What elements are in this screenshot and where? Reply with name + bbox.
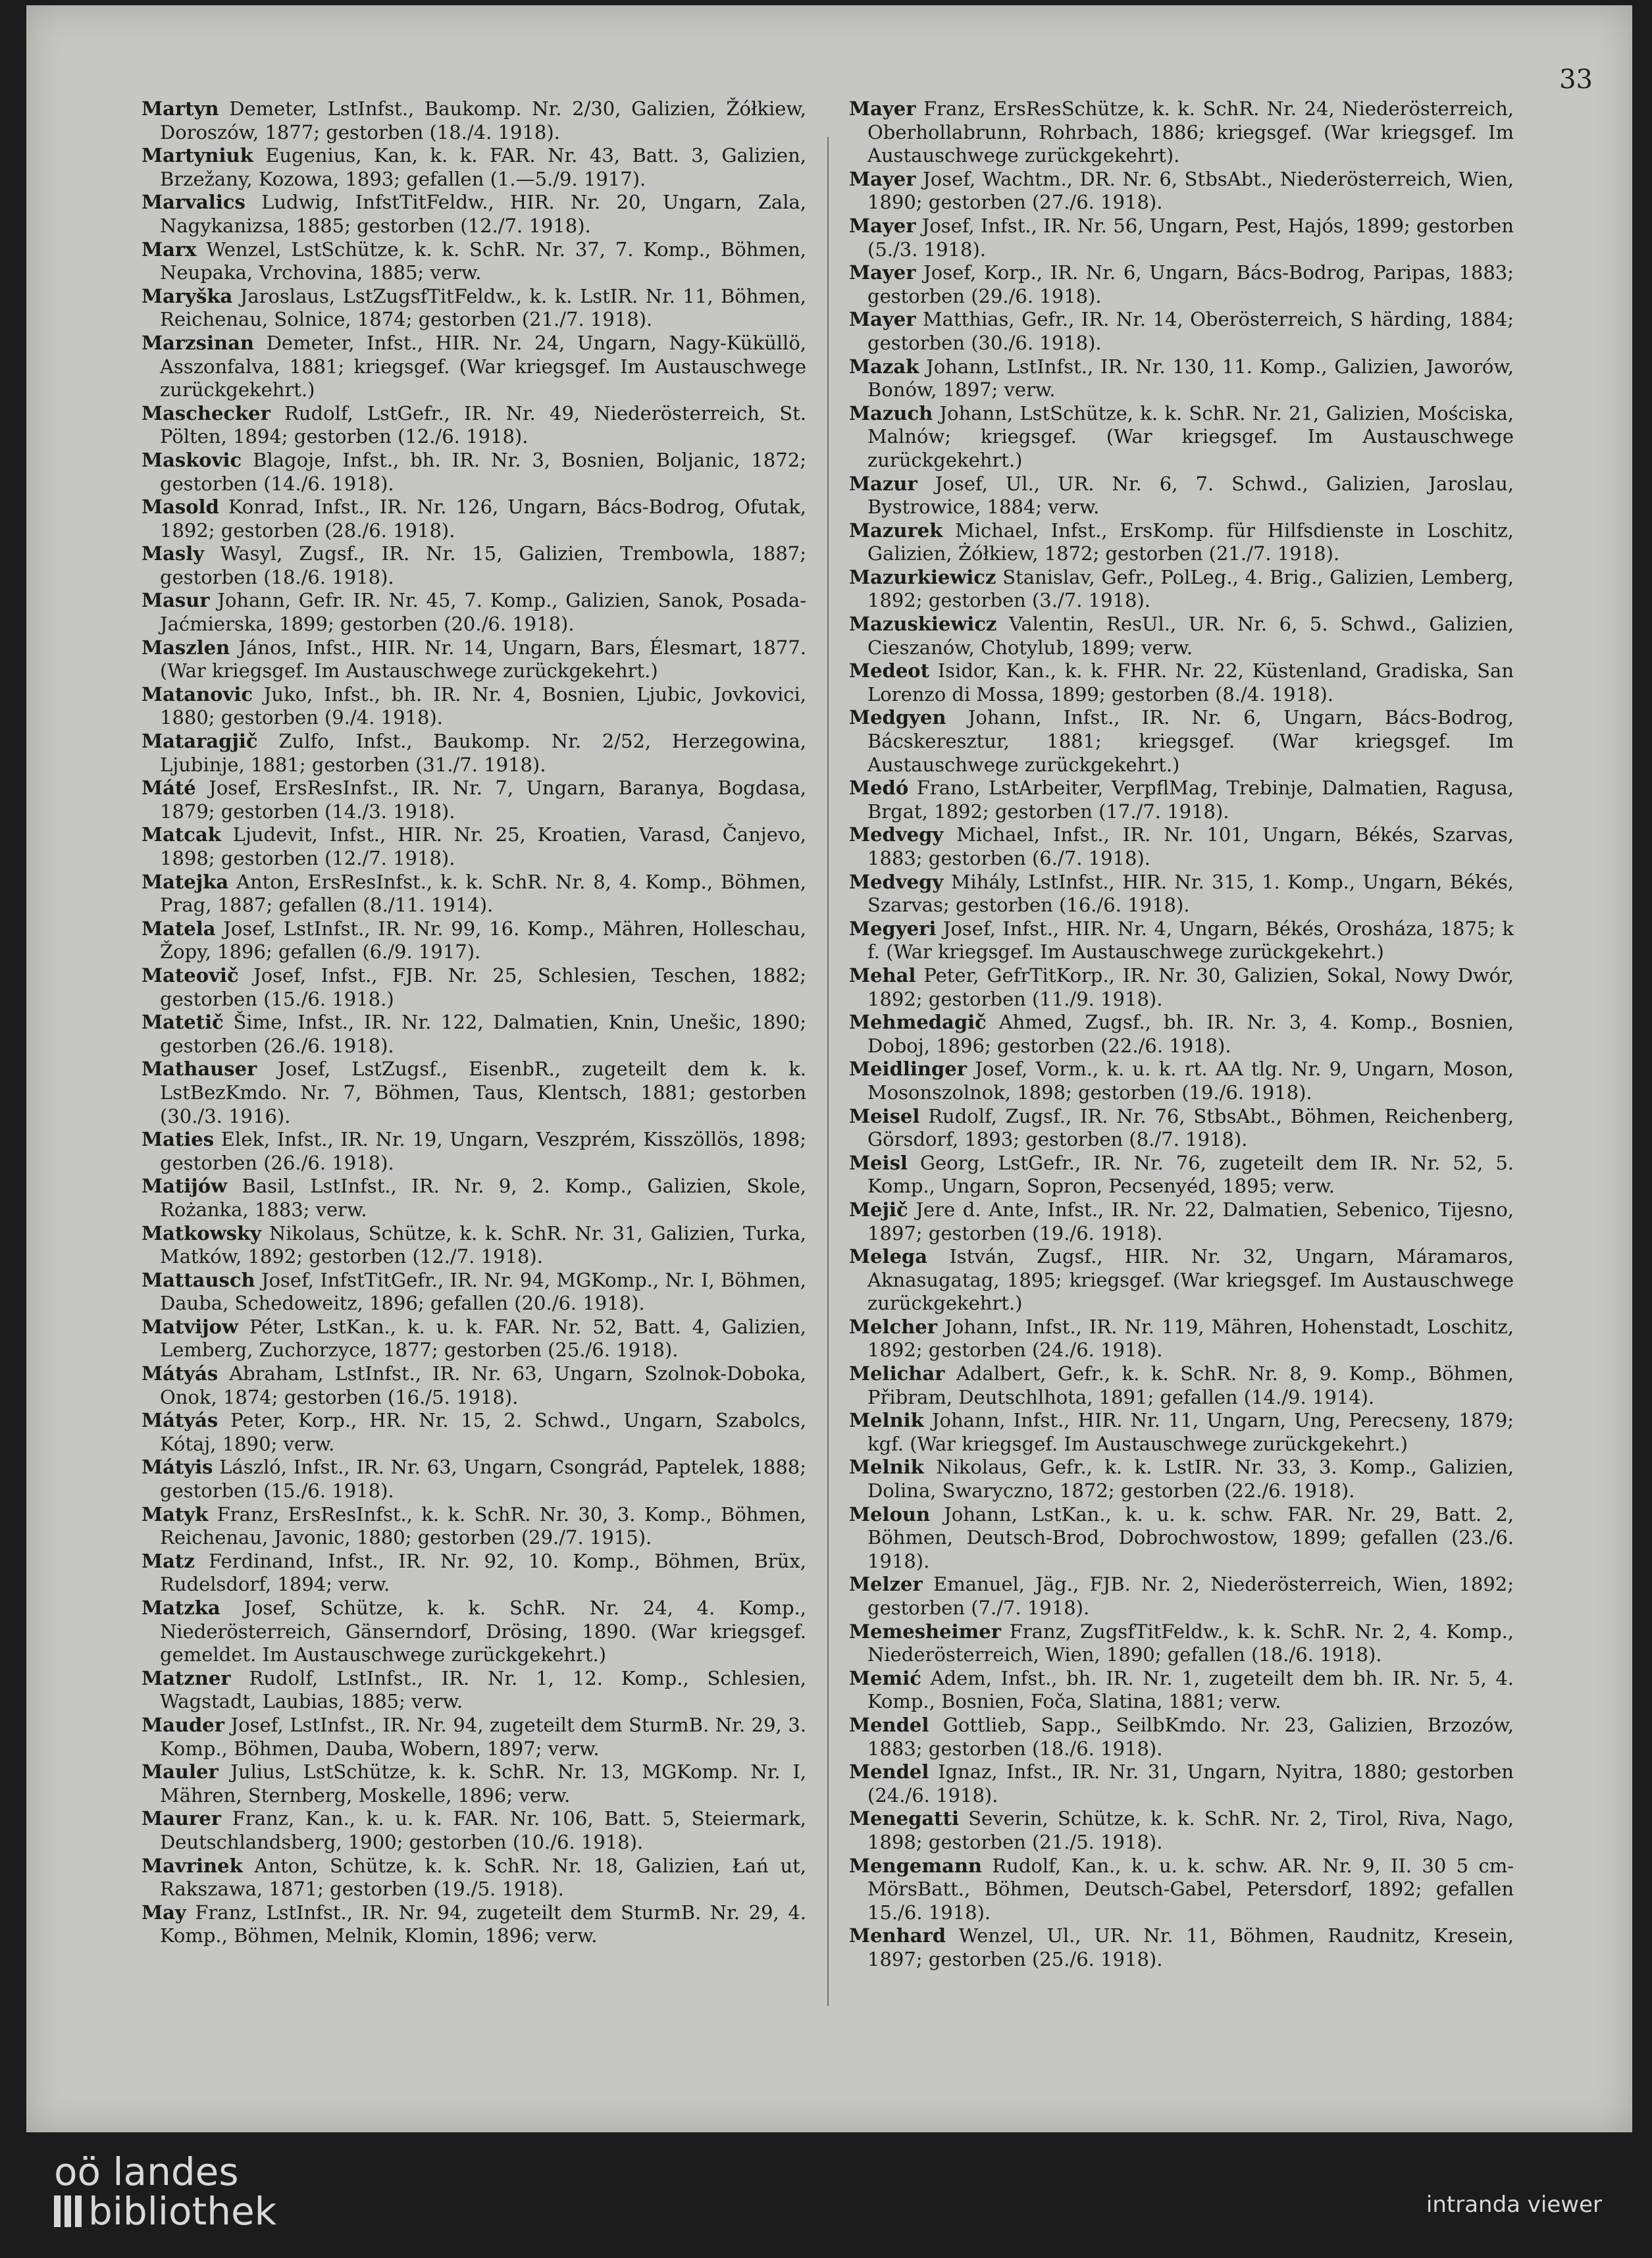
entry-surname: Melzer [849,1573,923,1596]
entry-details: Isidor, Kan., k. k. FHR. Nr. 22, Küstenland, Gradiska, San Lorenzo di Mossa, 1899; gestorben (8./4. 1918). [867,659,1514,706]
entry-surname: Matcak [142,823,221,846]
entry-surname: Meisel [849,1104,920,1127]
entry-surname: Memić [849,1666,921,1689]
entry-surname: Máté [142,777,196,800]
entry-details: Franz, ErsResInfst., k. k. SchR. Nr. 30, 3. Komp., Böhmen, Reichenau, Javonic, 1880; gestorben (29./7. 1915). [160,1502,807,1549]
list-item [849,1855,1514,1925]
entry-details: Wenzel, LstSchütze, k. k. SchR. Nr. 37, 7. Komp., Böhmen, Neupaka, Vrchovina, 1885; verw. [160,238,806,284]
entry-details: Josef, Korp., IR. Nr. 6, Ungarn, Bács-Bodrog, Paripas, 1883; gestorben (29./6. 1918). [867,261,1514,307]
list-item [849,519,1514,566]
list-item [142,683,806,730]
list-item [142,1456,806,1502]
entry-details: Johann, Infst., IR. Nr. 6, Ungarn, Bács-Bodrog, Bácskeresztur, 1881; kriegsgef. (War kriegsgef. Im Austauschwege zurückgekehrt.) [867,706,1514,776]
viewer-footer [0,2132,1652,2258]
entry-details: Blagoje, Infst., bh. IR. Nr. 3, Bosnien, Boljanic, 1872; gestorben (14./6. 1918). [160,448,806,495]
list-item [849,261,1514,308]
list-item [142,1597,806,1667]
entry-details: Abraham, LstInfst., IR. Nr. 63, Ungarn, Szolnok-Doboka, Onok, 1874; gestorben (16./5. 1918). [160,1362,806,1408]
list-item [142,1667,806,1714]
entry-surname: Mayer [849,214,916,237]
entry-details: Jaroslaus, LstZugsfTitFeldw., k. k. LstIR. Nr. 11, Böhmen, Reichenau, Solnice, 1874; gestorben (21./7. 1918). [160,284,806,331]
entry-details: Elek, Infst., IR. Nr. 19, Ungarn, Veszprém, Kisszöllös, 1898; gestorben (26./6. 1918). [160,1128,806,1174]
entry-surname: Maszlen [142,636,230,659]
list-item [849,566,1514,613]
entry-surname: May [142,1901,186,1924]
entry-details: Matthias, Gefr., IR. Nr. 14, Oberösterreich, S härding, 1884; gestorben (30./6. 1918). [867,308,1514,354]
entry-details: Péter, LstKan., k. u. k. FAR. Nr. 52, Batt. 4, Galizien, Lemberg, Zuchorzyce, 1877; gestorben (25./6. 1918). [160,1315,807,1362]
entry-details: Eugenius, Kan, k. k. FAR. Nr. 43, Batt. 3, Galizien, Brzežany, Kozowa, 1893; gefallen (1.—5./9. 1917). [160,144,806,190]
list-item [849,706,1514,777]
entry-details: Basil, LstInfst., IR. Nr. 9, 2. Komp., Galizien, Skole, Rożanka, 1883; verw. [160,1175,807,1221]
list-item [142,449,806,496]
list-item [849,1573,1514,1620]
entry-surname: Medgyen [849,706,946,729]
list-item [142,964,806,1011]
entry-surname: Mazurkiewicz [849,565,996,588]
entry-details: Severin, Schütze, k. k. SchR. Nr. 2, Tirol, Riva, Nago, 1898; gestorben (21./5. 1918). [867,1807,1514,1853]
entry-surname: Matz [142,1549,195,1572]
entry-details: Josef, Infst., HIR. Nr. 4, Ungarn, Békés, Orosháza, 1875; k f. (War kriegsgef. Im Austauschwege zurückgekehrt.) [867,917,1514,963]
entry-surname: Matvijow [142,1315,238,1338]
entry-details: Josef, Infst., FJB. Nr. 25, Schlesien, Teschen, 1882; gestorben (15./6. 1918.) [160,963,807,1010]
entry-details: Wasyl, Zugsf., IR. Nr. 15, Galizien, Trembowla, 1887; gestorben (18./6. 1918). [160,542,807,588]
entry-surname: Matetič [142,1011,224,1034]
list-item [849,917,1514,964]
entry-surname: Mátyis [142,1456,213,1479]
list-item [849,1198,1514,1245]
entry-details: Josef, LstInfst., IR. Nr. 99, 16. Komp., Mähren, Holleschau, Žopy, 1896; gefallen (6./9. 1917). [160,917,806,963]
entry-details: Johann, Gefr. IR. Nr. 45, 7. Komp., Galizien, Sanok, Posada-Jaćmierska, 1899; gestorben (20./6. 1918). [160,589,807,636]
list-item [849,1011,1514,1058]
entry-details: Stanislav, Gefr., PolLeg., 4. Brig., Galizien, Lemberg, 1892; gestorben (3./7. 1918). [867,565,1514,612]
entry-surname: Mavrinek [142,1854,243,1877]
page-number: 33 [1559,64,1593,95]
entry-surname: Martyniuk [142,144,253,167]
list-item [142,191,806,238]
entry-details: Wenzel, Ul., UR. Nr. 11, Böhmen, Raudnitz, Kresein, 1897; gestorben (25./6. 1918). [867,1924,1514,1970]
entry-details: Jere d. Ante, Infst., IR. Nr. 22, Dalmatien, Sebenico, Tijesno, 1897; gestorben (19./6. 1918). [867,1198,1514,1244]
entry-details: Peter, GefrTitKorp., IR. Nr. 30, Galizien, Sokal, Nowy Dwór, 1892; gestorben (11./9. 1918). [867,963,1514,1010]
entry-details: Josef, Schütze, k. k. SchR. Nr. 24, 4. Komp., Niederösterreich, Gänserndorf, Drösing, 1890. (War kriegsgef. gemeldet. Im Austauschwege zurückgekehrt.) [160,1597,806,1666]
entry-details: Josef, InfstTitGefr., IR. Nr. 94, MGKomp., Nr. I, Böhmen, Dauba, Schedoweitz, 1896; gefallen (20./6. 1918). [160,1268,806,1315]
entry-surname: Marvalics [142,191,245,214]
entry-surname: Megyeri [849,917,937,940]
list-item [849,97,1514,168]
list-item [142,589,806,636]
list-item [142,1362,806,1409]
list-item [142,1503,806,1550]
list-item [849,1714,1514,1760]
entry-details: Ludwig, InfstTitFeldw., HIR. Nr. 20, Ungarn, Zala, Nagykanizsa, 1885; gestorben (12./7. 1918). [160,191,807,237]
list-item [849,1760,1514,1807]
list-item [849,1152,1514,1198]
entry-surname: Matzka [142,1597,220,1619]
entry-surname: Matkowsky [142,1221,261,1244]
list-item [142,496,806,542]
list-item [142,636,806,683]
entry-surname: Maschecker [142,401,271,424]
list-item [142,1058,806,1128]
list-item [849,1058,1514,1104]
entry-details: Gottlieb, Sapp., SeilbKmdo. Nr. 23, Galizien, Brzozów, 1883; gestorben (18./6. 1918). [867,1713,1514,1760]
entry-surname: Mataragjič [142,730,258,753]
entry-details: Nikolaus, Gefr., k. k. LstIR. Nr. 33, 3. Komp., Galizien, Dolina, Swaryczno, 1872; gestorben (22./6. 1918). [867,1456,1514,1502]
entry-surname: Memesheimer [849,1620,1001,1643]
list-item [849,1316,1514,1362]
entry-details: Josef, LstZugsf., EisenbR., zugeteilt dem k. k. LstBezKmdo. Nr. 7, Böhmen, Taus, Klentsch, 1881; gestorben (30./3. 1916). [160,1058,807,1127]
entry-surname: Maryška [142,284,233,307]
entry-surname: Maurer [142,1807,221,1830]
list-item [849,823,1514,870]
list-item [142,97,806,144]
entry-details: Demeter, Infst., HIR. Nr. 24, Ungarn, Nagy-Küküllö, Asszonfalva, 1881; kriegsgef. (War kriegsgef. Im Austauschwege zurückgekehrt.) [160,331,806,401]
entry-surname: Mayer [849,308,916,331]
entry-surname: Matejka [142,870,229,893]
entry-details: Anton, Schütze, k. k. SchR. Nr. 18, Galizien, Łań ut, Rakszawa, 1871; gestorben (19./5. 1918). [160,1854,806,1901]
entry-details: Ahmed, Zugsf., bh. IR. Nr. 3, 4. Komp., Bosnien, Doboj, 1896; gestorben (22./6. 1918). [867,1011,1514,1057]
entry-surname: Mauler [142,1760,219,1783]
entry-details: Šime, Infst., IR. Nr. 122, Dalmatien, Knin, Unešic, 1890; gestorben (26./6. 1918). [160,1011,807,1057]
list-item [142,1409,806,1456]
column-divider [827,137,829,2006]
list-item [142,1011,806,1058]
list-item [849,964,1514,1011]
list-item [142,1550,806,1597]
entry-surname: Mejič [849,1198,908,1221]
list-item [142,332,806,402]
logo-line-2: bibliothek [88,2189,277,2234]
list-item [142,917,806,964]
entry-details: Emanuel, Jäg., FJB. Nr. 2, Niederösterreich, Wien, 1892; gestorben (7./7. 1918). [867,1573,1514,1619]
entry-details: Johann, LstKan., k. u. k. schw. FAR. Nr. 29, Batt. 2, Böhmen, Deutsch-Brod, Dobrochwostow, 1899; gefallen (23./6. 1918). [867,1502,1514,1572]
list-item [142,823,806,870]
list-item [142,1714,806,1760]
scanned-page [26,5,1632,2132]
entry-surname: Mehmedagič [849,1011,987,1034]
list-item [142,542,806,589]
entry-surname: Mathauser [142,1058,257,1081]
entry-surname: Melichar [849,1362,945,1385]
entry-surname: Marzsinan [142,331,254,354]
list-item [142,1175,806,1221]
entry-details: Johann, Infst., HIR. Nr. 11, Ungarn, Ung, Perecseny, 1879; kgf. (War kriegsgef. Im Austauschwege zurückgekehrt.) [867,1409,1514,1455]
entry-details: Rudolf, LstGefr., IR. Nr. 49, Niederösterreich, St. Pölten, 1894; gestorben (12./6. 1918). [160,401,807,448]
entry-surname: Mendel [849,1713,929,1736]
entry-surname: Maties [142,1128,215,1151]
entry-surname: Matela [142,917,216,940]
entry-details: Josef, Wachtm., DR. Nr. 6, StbsAbt., Niederösterreich, Wien, 1890; gestorben (27./6. 1918). [867,167,1514,214]
list-item [849,1503,1514,1574]
list-item [849,777,1514,823]
list-item [849,1245,1514,1316]
entry-surname: Mazurek [849,519,943,542]
entry-details: Demeter, LstInfst., Baukomp. Nr. 2/30, Galizien, Žółkiew, Doroszów, 1877; gestorben (18./4. 1918). [160,97,807,143]
list-item [849,1362,1514,1409]
list-item [849,308,1514,355]
entry-details: Rudolf, Zugsf., IR. Nr. 76, StbsAbt., Böhmen, Reichenberg, Görsdorf, 1893; gestorben (8./7. 1918). [867,1104,1514,1151]
entry-details: Josef, LstInfst., IR. Nr. 94, zugeteilt dem SturmB. Nr. 29, 3. Komp., Böhmen, Dauba, Wobern, 1897; verw. [160,1713,806,1760]
entry-surname: Mazak [849,355,919,378]
entry-details: Josef, Vorm., k. u. k. rt. AA tlg. Nr. 9, Ungarn, Moson, Mosonszolnok, 1898; gestorben (19./6. 1918). [867,1058,1514,1104]
entry-surname: Matanovic [142,682,253,706]
list-item [849,871,1514,917]
entry-surname: Mazuskiewicz [849,613,997,636]
list-item [142,1128,806,1175]
entry-details: Franz, ZugsfTitFeldw., k. k. SchR. Nr. 2, 4. Komp., Niederösterreich, Wien, 1890; gefallen (18./6. 1918). [867,1620,1514,1666]
entry-surname: Matzner [142,1666,231,1689]
entry-details: Franz, Kan., k. u. k. FAR. Nr. 106, Batt. 5, Steiermark, Deutschlandsberg, 1900; gestorben (10./6. 1918). [160,1807,806,1853]
entry-details: Zulfo, Infst., Baukomp. Nr. 2/52, Herzegowina, Ljubinje, 1881; gestorben (31./7. 1918). [160,730,806,776]
list-item [849,473,1514,519]
entry-details: Adalbert, Gefr., k. k. SchR. Nr. 8, 9. Komp., Böhmen, Přibram, Deutschlhota, 1891; gefallen (14./9. 1914). [867,1362,1514,1408]
entry-surname: Mayer [849,261,916,284]
entry-surname: Melega [849,1245,928,1268]
entry-details: Josef, ErsResInfst., IR. Nr. 7, Ungarn, Baranya, Bogdasa, 1879; gestorben (14./3. 1918). [160,777,806,823]
entry-details: Peter, Korp., HR. Nr. 15, 2. Schwd., Ungarn, Szabolcs, Kótaj, 1890; verw. [160,1409,807,1455]
entry-details: Konrad, Infst., IR. Nr. 126, Ungarn, Bács-Bodrog, Ofutak, 1892; gestorben (28./6. 1918). [160,496,806,542]
entry-surname: Melnik [849,1456,924,1479]
entry-details: Anton, ErsResInfst., k. k. SchR. Nr. 8, 4. Komp., Böhmen, Prag, 1887; gefallen (8./11. 1914). [160,870,806,917]
entry-surname: Marx [142,238,197,261]
entry-details: Franz, LstInfst., IR. Nr. 94, zugeteilt dem SturmB. Nr. 29, 4. Komp., Böhmen, Melnik, Klomin, 1896; verw. [160,1901,806,1947]
entry-surname: Matyk [142,1502,209,1526]
entry-surname: Medvegy [849,870,944,893]
entry-details: Rudolf, LstInfst., IR. Nr. 1, 12. Komp., Schlesien, Wagstadt, Laubias, 1885; verw. [160,1666,806,1713]
list-item [142,1269,806,1316]
entry-surname: Mengemann [849,1854,983,1877]
left-column [142,97,806,1948]
entry-details: Julius, LstSchütze, k. k. SchR. Nr. 13, MGKomp. Nr. I, Mähren, Sternberg, Moskelle, 1896; verw. [160,1760,807,1807]
entry-surname: Masur [142,589,210,612]
list-item [849,168,1514,215]
entry-details: Josef, Ul., UR. Nr. 6, 7. Schwd., Galizien, Jaroslau, Bystrowice, 1884; verw. [867,472,1514,519]
entry-details: Ferdinand, Infst., IR. Nr. 92, 10. Komp., Böhmen, Brüx, Rudelsdorf, 1894; verw. [160,1549,807,1596]
entry-surname: Mazuch [849,401,933,424]
list-item [849,355,1514,402]
list-item [142,777,806,823]
entry-details: Rudolf, Kan., k. u. k. schw. AR. Nr. 9, II. 30 5 cm-MörsBatt., Böhmen, Deutsch-Gabel, Petersdorf, 1892; gefallen 15./6. 1918). [867,1854,1514,1924]
entry-surname: Mayer [849,97,916,120]
list-item [849,215,1514,261]
entry-surname: Mazur [849,472,917,495]
logo-line-1: oö landes [54,2149,239,2194]
list-item [849,1409,1514,1456]
entry-details: Johann, LstInfst., IR. Nr. 130, 11. Komp., Galizien, Jaworów, Bonów, 1897; verw. [867,355,1514,401]
entry-surname: Mendel [849,1760,929,1783]
entry-surname: Medó [849,777,909,800]
entry-details: Johann, Infst., IR. Nr. 119, Mähren, Hohenstadt, Loschitz, 1892; gestorben (24./6. 1918). [867,1315,1514,1362]
entry-details: Valentin, ResUl., UR. Nr. 6, 5. Schwd., Galizien, Cieszanów, Chotylub, 1899; verw. [867,613,1514,659]
list-item [849,1667,1514,1714]
entry-details: Nikolaus, Schütze, k. k. SchR. Nr. 31, Galizien, Turka, Matków, 1892; gestorben (12./7. 1918). [160,1221,807,1268]
list-item [142,730,806,777]
entry-details: Michael, Infst., ErsKomp. für Hilfsdienste in Loschitz, Galizien, Żółkiew, 1872; gestorben (21./7. 1918). [867,519,1514,565]
entry-surname: Medvegy [849,823,944,846]
viewer-label: intranda viewer [1426,2192,1602,2218]
entry-surname: Menegatti [849,1807,959,1830]
entry-details: Juko, Infst., bh. IR. Nr. 4, Bosnien, Ljubic, Jovkovici, 1880; gestorben (9./4. 1918). [160,682,806,729]
list-item [142,1222,806,1269]
entry-surname: Melnik [849,1409,924,1432]
entry-surname: Mauder [142,1713,224,1736]
entry-surname: Menhard [849,1924,946,1947]
list-item [142,1316,806,1362]
entry-details: Georg, LstGefr., IR. Nr. 76, zugeteilt dem IR. Nr. 52, 5. Komp., Ungarn, Sopron, Pecsenyéd, 1895; verw. [867,1151,1514,1198]
entry-details: János, Infst., HIR. Nr. 14, Ungarn, Bars, Élesmart, 1877. (War kriegsgef. Im Austauschwege zurückgekehrt.) [160,636,806,682]
entry-surname: Mehal [849,963,916,987]
entry-surname: Mátyás [142,1362,219,1385]
entry-details: Adem, Infst., bh. IR. Nr. 1, zugeteilt dem bh. IR. Nr. 5, 4. Komp., Bosnien, Foča, Slatina, 1881; verw. [867,1666,1514,1713]
entry-details: Mihály, LstInfst., HIR. Nr. 315, 1. Komp., Ungarn, Békés, Szarvas; gestorben (16./6. 1918). [867,870,1514,917]
list-item [849,1807,1514,1854]
entry-surname: Medeot [849,659,930,682]
entry-details: István, Zugsf., HIR. Nr. 32, Ungarn, Máramaros, Aknasugatag, 1895; kriegsgef. (War kriegsgef. Im Austauschwege zurückgekehrt.) [867,1245,1514,1315]
entry-surname: Masold [142,496,219,519]
entry-surname: Mattausch [142,1268,255,1291]
entry-details: Josef, Infst., IR. Nr. 56, Ungarn, Pest, Hajós, 1899; gestorben (5./3. 1918). [867,214,1514,261]
list-item [142,285,806,332]
list-item [849,1456,1514,1502]
entry-surname: Meidlinger [849,1058,967,1081]
entry-surname: Melcher [849,1315,938,1338]
entry-surname: Masly [142,542,205,565]
entry-surname: Mátyás [142,1409,219,1432]
list-item [142,1760,806,1807]
list-item [142,1855,806,1901]
list-item [849,402,1514,473]
list-item [849,659,1514,706]
list-item [849,1924,1514,1971]
list-item [142,871,806,917]
right-column [849,97,1514,1972]
list-item [142,1901,806,1948]
entry-details: Frano, LstArbeiter, VerpflMag, Trebinje, Dalmatien, Ragusa, Brgat, 1892; gestorben (17./7. 1918). [867,777,1514,823]
entry-surname: Mayer [849,167,916,190]
list-item [142,238,806,285]
entry-surname: Maskovic [142,448,242,471]
entry-surname: Matijów [142,1175,228,1198]
list-item [849,1620,1514,1667]
entry-surname: Meloun [849,1502,931,1526]
entry-details: Ljudevit, Infst., HIR. Nr. 25, Kroatien, Varasd, Čanjevo, 1898; gestorben (12./7. 1918). [160,823,807,869]
entry-details: Michael, Infst., IR. Nr. 101, Ungarn, Békés, Szarvas, 1883; gestorben (6./7. 1918). [867,823,1514,869]
entry-details: Johann, LstSchütze, k. k. SchR. Nr. 21, Galizien, Mościska, Malnów; kriegsgef. (War kriegsgef. Im Austauschwege zurückgekehrt.) [867,401,1514,471]
list-item [849,613,1514,659]
entry-details: Ignaz, Infst., IR. Nr. 31, Ungarn, Nyitra, 1880; gestorben (24./6. 1918). [867,1760,1514,1807]
entry-details: Franz, ErsResSchütze, k. k. SchR. Nr. 24, Niederösterreich, Oberhollabrunn, Rohrbach, 1886; kriegsgef. (War kriegsgef. Im Austauschwege zurückgekehrt). [867,97,1514,167]
logo-bars-icon [54,2195,82,2227]
list-item [142,144,806,191]
list-item [142,1807,806,1854]
library-logo[interactable] [54,2149,277,2234]
entry-details: László, Infst., IR. Nr. 63, Ungarn, Csongrád, Paptelek, 1888; gestorben (15./6. 1918). [160,1456,806,1502]
entry-surname: Mateovič [142,963,239,987]
entry-surname: Meisl [849,1151,908,1174]
entry-surname: Martyn [142,97,219,120]
list-item [142,402,806,449]
list-item [849,1105,1514,1152]
